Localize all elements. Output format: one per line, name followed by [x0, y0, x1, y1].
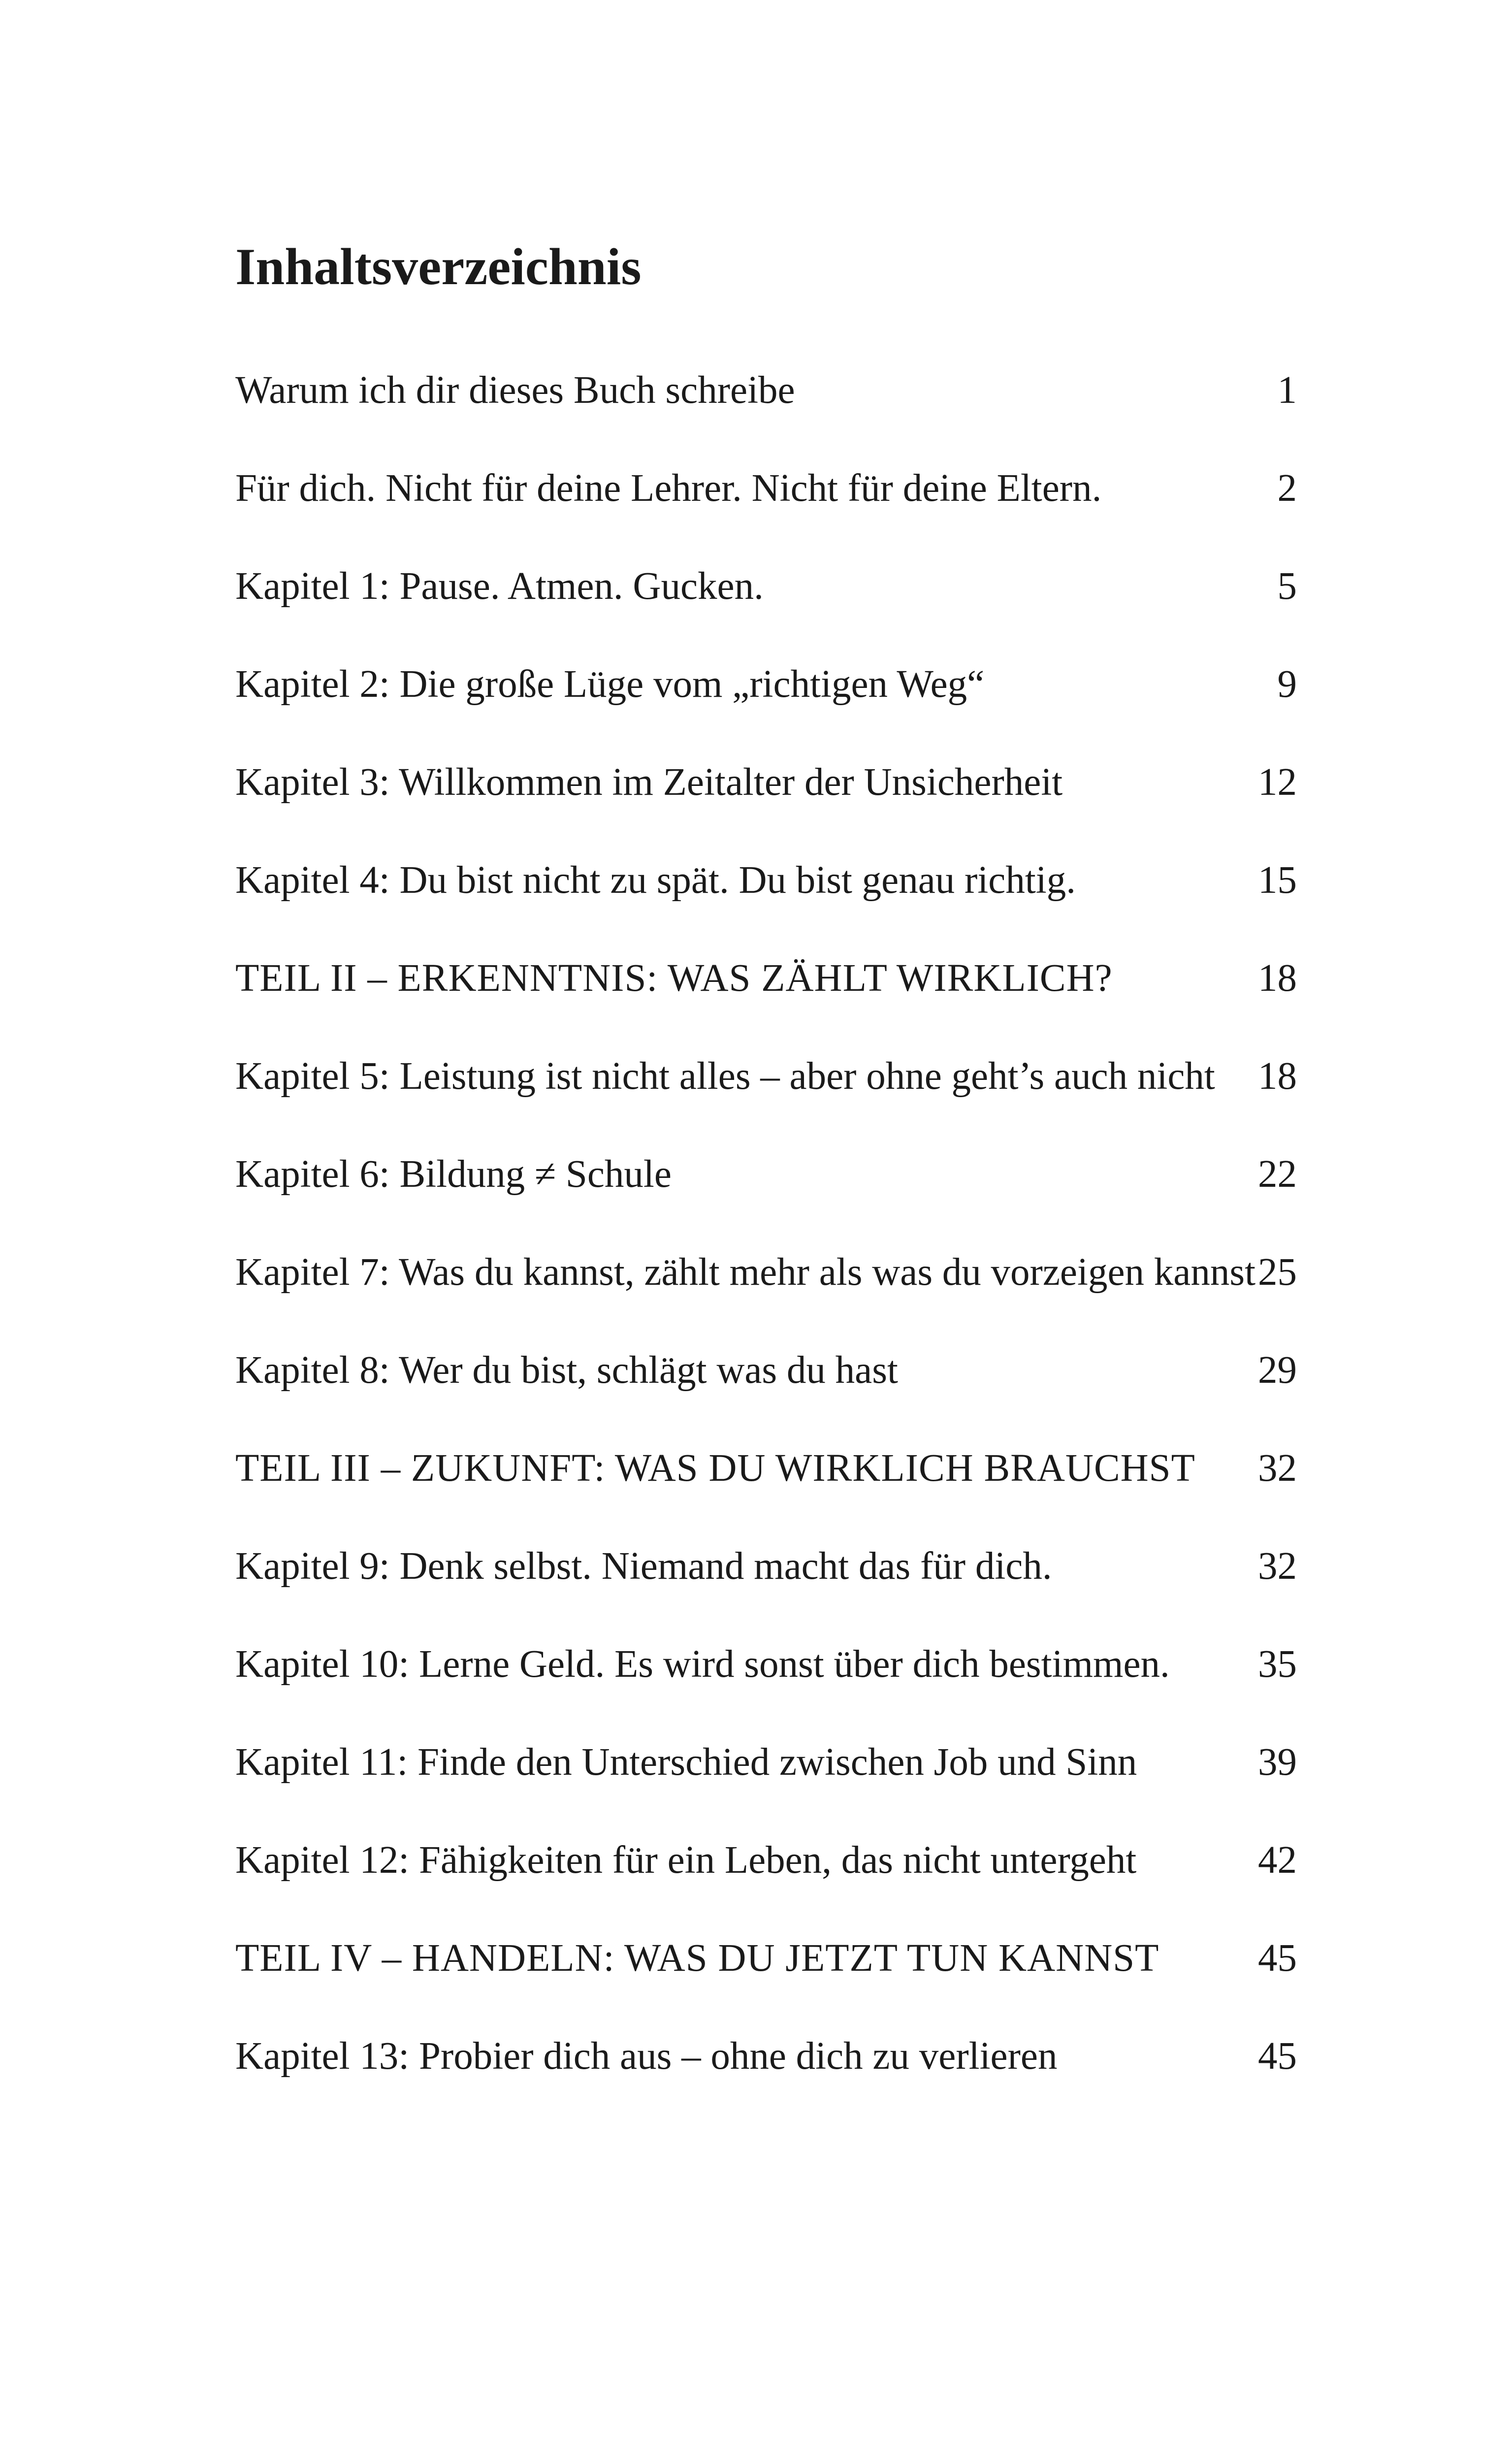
toc-entry-title: Kapitel 3: Willkommen im Zeitalter der Unsicherheit — [235, 761, 1063, 804]
toc-part-title: TEIL IV – HANDELN: WAS DU JETZT TUN KANNST — [235, 1937, 1159, 1980]
toc-entry-page-number: 39 — [1258, 1741, 1297, 1784]
toc-entry-title: Kapitel 2: Die große Lüge vom „richtigen Weg“ — [235, 663, 985, 706]
toc-entry-title: Kapitel 4: Du bist nicht zu spät. Du bist genau richtig. — [235, 859, 1076, 902]
toc-entry-page-number: 12 — [1258, 761, 1297, 804]
table-of-contents — [235, 362, 1297, 2126]
toc-part-entry[interactable] — [235, 950, 1297, 1048]
toc-entry-title: Kapitel 11: Finde den Unterschied zwischen Job und Sinn — [235, 1741, 1137, 1784]
toc-entry-title: Kapitel 6: Bildung ≠ Schule — [235, 1153, 672, 1196]
toc-entry-title: Kapitel 7: Was du kannst, zählt mehr als was du vorzeigen kannst — [235, 1251, 1256, 1294]
toc-entry-title: Kapitel 10: Lerne Geld. Es wird sonst über dich bestimmen. — [235, 1643, 1170, 1686]
toc-entry-page-number: 25 — [1258, 1251, 1297, 1294]
toc-entry[interactable] — [235, 558, 1297, 656]
toc-entry[interactable] — [235, 1832, 1297, 1930]
toc-entry-title: Kapitel 5: Leistung ist nicht alles – aber ohne geht’s auch nicht — [235, 1055, 1215, 1098]
toc-entry[interactable] — [235, 852, 1297, 950]
toc-part-title: TEIL II – ERKENNTNIS: WAS ZÄHLT WIRKLICH? — [235, 957, 1113, 1000]
toc-entry-page-number: 18 — [1258, 957, 1297, 1000]
toc-entry[interactable] — [235, 460, 1297, 558]
toc-entry-page-number: 1 — [1277, 369, 1297, 412]
toc-entry-title: Für dich. Nicht für deine Lehrer. Nicht für deine Eltern. — [235, 467, 1102, 510]
toc-entry-page-number: 45 — [1258, 2035, 1297, 2078]
toc-entry-page-number: 35 — [1258, 1643, 1297, 1686]
toc-entry-page-number: 5 — [1277, 565, 1297, 608]
toc-entry[interactable] — [235, 1734, 1297, 1832]
toc-entry[interactable] — [235, 754, 1297, 852]
toc-part-entry[interactable] — [235, 1930, 1297, 2028]
page-title: Inhaltsverzeichnis — [235, 238, 642, 295]
toc-entry-page-number: 32 — [1258, 1545, 1297, 1588]
toc-part-entry[interactable] — [235, 1440, 1297, 1538]
toc-entry[interactable] — [235, 1538, 1297, 1636]
toc-entry[interactable] — [235, 2028, 1297, 2126]
toc-entry-page-number: 2 — [1277, 467, 1297, 510]
toc-entry[interactable] — [235, 1636, 1297, 1734]
toc-entry[interactable] — [235, 362, 1297, 460]
toc-entry-page-number: 45 — [1258, 1937, 1297, 1980]
toc-entry-title: Warum ich dir dieses Buch schreibe — [235, 369, 795, 412]
toc-entry-page-number: 15 — [1258, 859, 1297, 902]
toc-entry[interactable] — [235, 656, 1297, 754]
toc-entry-title: Kapitel 12: Fähigkeiten für ein Leben, das nicht untergeht — [235, 1839, 1137, 1882]
toc-entry[interactable] — [235, 1342, 1297, 1440]
toc-entry[interactable] — [235, 1048, 1297, 1146]
toc-entry-page-number: 29 — [1258, 1349, 1297, 1392]
toc-entry-title: Kapitel 8: Wer du bist, schlägt was du hast — [235, 1349, 898, 1392]
toc-entry-page-number: 18 — [1258, 1055, 1297, 1098]
toc-entry-page-number: 9 — [1277, 663, 1297, 706]
toc-entry[interactable] — [235, 1244, 1297, 1342]
toc-entry-title: Kapitel 9: Denk selbst. Niemand macht das für dich. — [235, 1545, 1052, 1588]
toc-entry-page-number: 32 — [1258, 1447, 1297, 1490]
toc-entry-title: Kapitel 13: Probier dich aus – ohne dich zu verlieren — [235, 2035, 1058, 2078]
toc-entry[interactable] — [235, 1146, 1297, 1244]
toc-entry-page-number: 42 — [1258, 1839, 1297, 1882]
toc-part-title: TEIL III – ZUKUNFT: WAS DU WIRKLICH BRAUCHST — [235, 1447, 1195, 1490]
toc-entry-page-number: 22 — [1258, 1153, 1297, 1196]
toc-entry-title: Kapitel 1: Pause. Atmen. Gucken. — [235, 565, 764, 608]
